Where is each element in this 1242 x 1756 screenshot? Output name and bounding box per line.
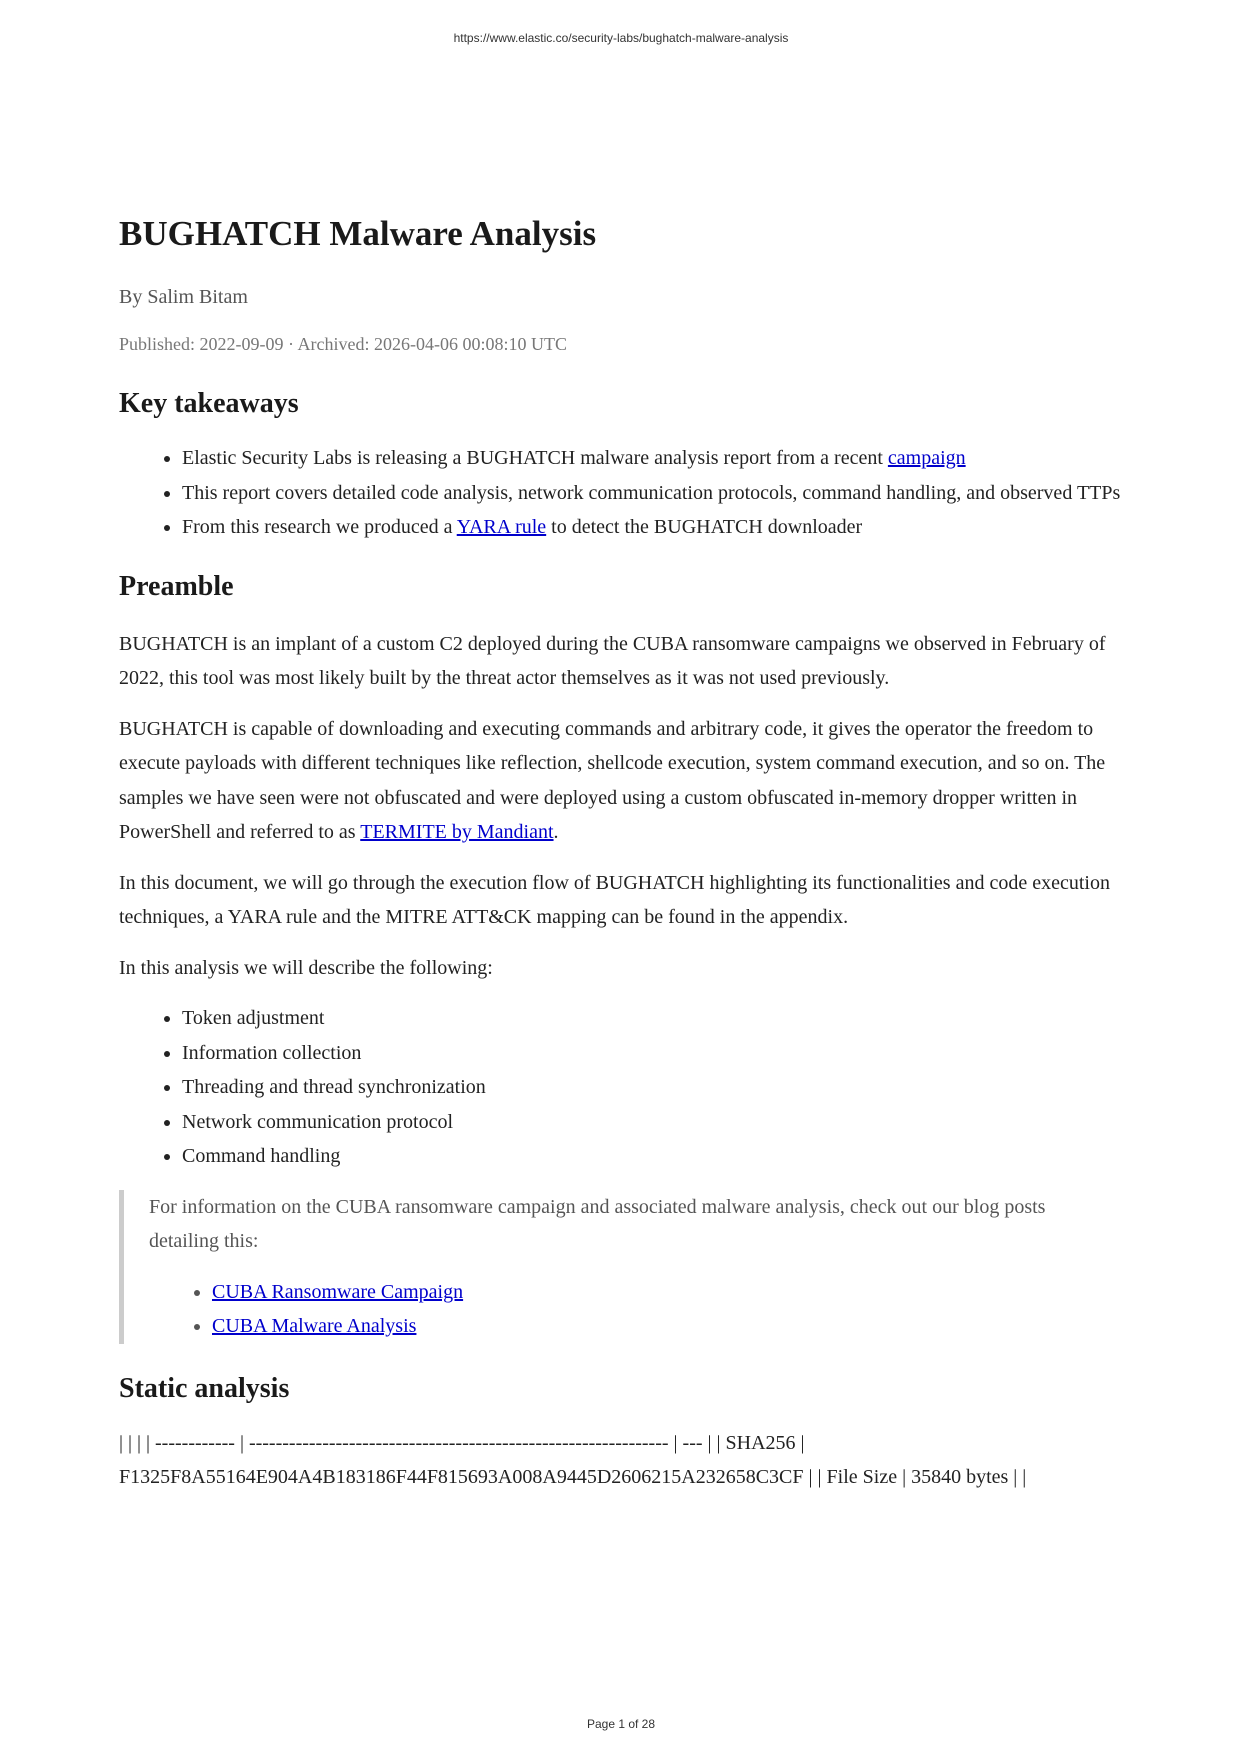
page-url-header: https://www.elastic.co/security-labs/bughatch-malware-analysis bbox=[453, 31, 789, 45]
cuba-ransomware-campaign-link[interactable]: CUBA Ransomware Campaign bbox=[212, 1280, 464, 1303]
list-item: • Information collection bbox=[182, 1036, 1129, 1071]
page-number-footer: Page 1 of 28 bbox=[586, 1717, 656, 1731]
article-dates: Published: 2022-09-09 · Archived: 2026-04-06 00:08:10 UTC bbox=[119, 334, 567, 354]
blockquote-links-list bbox=[149, 1275, 1129, 1344]
static-analysis-heading: Static analysis bbox=[119, 1372, 290, 1404]
list-item: • This report covers detailed code analysis, network communication protocols, command handling, and observed TTPs bbox=[182, 476, 1129, 511]
blockquote-text: For information on the CUBA ransomware campaign and associated malware analysis, check out our blog posts detailing this: bbox=[149, 1195, 1046, 1252]
list-item: • From this research we produced a YARA rule to detect the BUGHATCH downloader bbox=[182, 510, 1129, 545]
yara-rule-link[interactable]: YARA rule bbox=[456, 516, 547, 538]
article-title: BUGHATCH Malware Analysis bbox=[119, 214, 597, 253]
preamble-paragraph-2: BUGHATCH is capable of downloading and executing commands and arbitrary code, it gives the operator the freedom to execute payloads with different techniques like reflection, shellcode execution, system command execution, and so on. The samples we have seen were not obfuscated and were deployed using a custom obfuscated in-memory dropper written in PowerShell and referred to as TERMITE by Mandiant. bbox=[119, 717, 1106, 843]
cuba-blockquote bbox=[119, 1190, 1129, 1344]
list-item: • Command handling bbox=[182, 1139, 1129, 1174]
termite-mandiant-link[interactable]: TERMITE by Mandiant bbox=[360, 821, 554, 843]
list-item: • Threading and thread synchronization bbox=[182, 1070, 1129, 1105]
list-item: • Network communication protocol bbox=[182, 1105, 1129, 1140]
key-takeaways-list bbox=[119, 441, 1129, 545]
list-item: • Token adjustment bbox=[182, 1001, 1129, 1036]
preamble-paragraph-4: In this analysis we will describe the following: bbox=[119, 956, 493, 979]
campaign-link[interactable]: campaign bbox=[887, 447, 966, 469]
preamble-heading: Preamble bbox=[119, 570, 234, 602]
list-item bbox=[212, 1309, 1129, 1344]
static-analysis-table-text: | | | | ------------ | --------------------------------------------------------------- | --- | | SHA256 | F1325F8A55164E904A4B183186F44F815693A008A9445D2606215A232658C3CF | | File Size | 35840 bytes | | bbox=[119, 1431, 1027, 1488]
list-item bbox=[212, 1275, 1129, 1310]
article-content bbox=[119, 210, 1129, 1495]
list-item: • Elastic Security Labs is releasing a BUGHATCH malware analysis report from a recent campaign bbox=[182, 441, 1129, 476]
key-takeaways-heading: Key takeaways bbox=[119, 388, 299, 419]
preamble-paragraph-3: In this document, we will go through the execution flow of BUGHATCH highlighting its functionalities and code execution techniques, a YARA rule and the MITRE ATT&CK mapping can be found in the appendix. bbox=[119, 871, 1110, 928]
preamble-paragraph-1: BUGHATCH is an implant of a custom C2 deployed during the CUBA ransomware campaigns we observed in February of 2022, this tool was most likely built by the threat actor themselves as it was not used previously. bbox=[119, 632, 1106, 689]
cuba-malware-analysis-link[interactable]: CUBA Malware Analysis bbox=[212, 1315, 417, 1337]
article-byline: By Salim Bitam bbox=[119, 286, 248, 308]
analysis-topics-list bbox=[119, 1001, 1129, 1174]
